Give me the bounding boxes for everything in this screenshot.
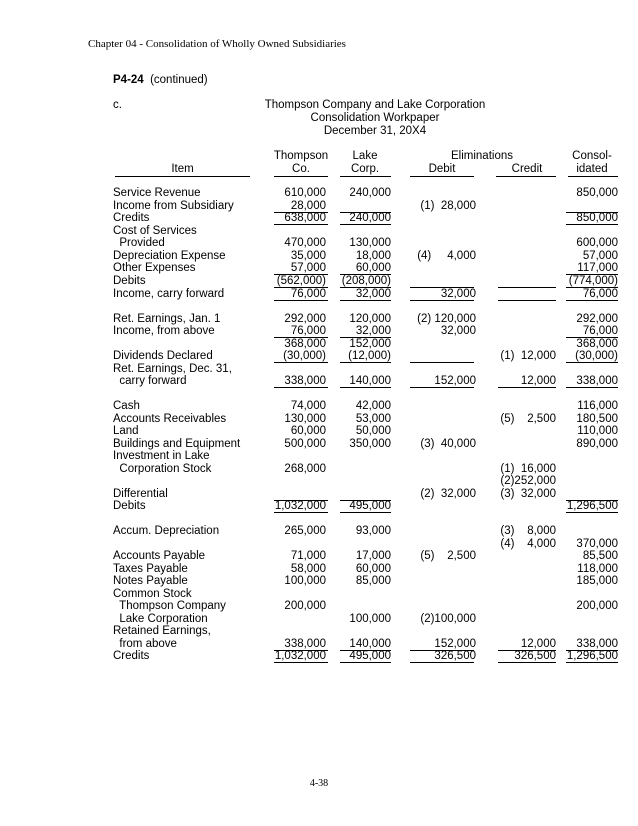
cell-thompson: 60,000 [290,425,326,437]
cell-consolidated: 76,000 [582,325,618,337]
cell-debit: 326,500 [434,650,476,662]
underline-lake [340,662,391,663]
row-label: Debits [113,500,146,512]
cell-consolidated: 76,000 [582,288,618,300]
cell-lake: 100,000 [349,613,391,625]
cell-thompson: 265,000 [284,525,326,537]
cell-consolidated: (30,000) [575,350,618,362]
row-label: Land [113,425,139,437]
cell-debit: (1) 28,000 [420,200,476,212]
col-header-thompson-underline [274,176,328,177]
row-label: Investment in Lake [113,450,210,462]
cell-lake: 130,000 [349,237,391,249]
cell-lake: 240,000 [349,212,391,224]
row-label: Credits [113,212,150,224]
cell-thompson: 638,000 [284,212,326,224]
row-label: Service Revenue [113,187,201,199]
cell-thompson: 338,000 [284,638,326,650]
cell-thompson: 338,000 [284,375,326,387]
cell-lake: 60,000 [355,262,391,274]
underline-lake [340,224,391,225]
part-label: c. [113,99,122,111]
problem-note: (continued) [150,74,208,86]
cell-consolidated: 338,000 [576,638,618,650]
cell-consolidated: 368,000 [576,338,618,350]
underline-thompson [274,387,328,388]
page-number: 4-38 [309,778,329,789]
underline-debit [410,362,474,363]
cell-lake: 140,000 [349,638,391,650]
col-header-debit-underline [410,176,474,177]
cell-thompson: 71,000 [290,550,326,562]
row-label: Credits [113,650,150,662]
row-label: Depreciation Expense [113,250,226,262]
col-header-thompson-1: Thompson [273,150,329,162]
cell-debit: (4) 4,000 [417,250,476,262]
underline-debit [410,300,474,301]
cell-debit: (2)100,000 [420,613,476,625]
cell-consolidated: 185,000 [576,575,618,587]
row-label: Income, carry forward [113,288,225,300]
cell-lake: 152,000 [349,338,391,350]
underline-thompson [274,224,328,225]
cell-thompson: 1,032,000 [274,650,326,662]
cell-thompson: 28,000 [290,200,326,212]
underline-credit [498,287,556,288]
cell-credit: (4) 4,000 [500,538,556,550]
cell-credit: (3) 32,000 [500,488,556,500]
col-header-consolidated-2: idated [576,163,608,175]
col-header-eliminations: Eliminations [451,150,513,162]
underline-lake [340,512,391,513]
col-header-lake-2: Corp. [350,163,380,175]
row-label: Provided [113,237,165,249]
row-label: Common Stock [113,588,192,600]
cell-consolidated: 850,000 [576,212,618,224]
row-label: Debits [113,275,146,287]
row-label: Corporation Stock [113,463,212,475]
cell-thompson: 76,000 [290,288,326,300]
row-label: Cash [113,400,140,412]
cell-lake: 85,000 [355,575,391,587]
cell-credit: (1) 12,000 [500,350,556,362]
underline-thompson [274,362,328,363]
col-header-thompson-2: Co. [292,163,310,175]
row-label: Other Expenses [113,262,196,274]
cell-consolidated: 85,500 [582,550,618,562]
cell-debit: 32,000 [440,288,476,300]
row-label: Ret. Earnings, Jan. 1 [113,313,221,325]
cell-credit: (5) 2,500 [500,413,556,425]
cell-lake: 93,000 [355,525,391,537]
underline-consolidated [566,662,618,663]
row-label: Dividends Declared [113,350,213,362]
cell-debit: 32,000 [440,325,476,337]
cell-consolidated: 338,000 [576,375,618,387]
cell-lake: 240,000 [349,187,391,199]
underline-consolidated [566,387,618,388]
cell-debit: (5) 2,500 [420,550,476,562]
cell-thompson: 500,000 [284,438,326,450]
cell-lake: 495,000 [349,500,391,512]
workpaper-title-company: Thompson Company and Lake Corporation [264,99,486,111]
cell-thompson: 268,000 [284,463,326,475]
cell-consolidated: 600,000 [576,237,618,249]
cell-lake: 140,000 [349,375,391,387]
row-label: Accum. Depreciation [113,525,220,537]
cell-lake: 50,000 [355,425,391,437]
cell-debit: (3) 40,000 [420,438,476,450]
cell-thompson: 35,000 [290,250,326,262]
cell-consolidated: 1,296,500 [566,500,618,512]
row-label: Income, from above [113,325,215,337]
cell-lake: 18,000 [355,250,391,262]
row-label: Thompson Company [113,600,226,612]
cell-credit: 326,500 [514,650,556,662]
cell-thompson: 74,000 [290,400,326,412]
row-label: Accounts Receivables [113,413,227,425]
cell-consolidated: 117,000 [577,262,618,274]
underline-credit [498,300,556,301]
cell-thompson: 610,000 [284,187,326,199]
underline-thompson [274,662,328,663]
row-label: Notes Payable [113,575,188,587]
underline-consolidated [566,300,618,301]
cell-lake: 495,000 [349,650,391,662]
underline-consolidated [566,224,618,225]
cell-consolidated: 116,000 [577,400,618,412]
cell-consolidated: 118,000 [577,563,618,575]
cell-debit: (2) 120,000 [417,313,476,325]
cell-lake: 42,000 [355,400,391,412]
col-header-lake-1: Lake [352,150,378,162]
row-label: from above [113,638,177,650]
chapter-header: Chapter 04 - Consolidation of Wholly Owned Subsidiaries [88,38,346,50]
col-header-credit: Credit [511,163,543,175]
col-header-credit-underline [496,176,556,177]
row-label: Buildings and Equipment [113,438,241,450]
underline-thompson [274,512,328,513]
cell-consolidated: 370,000 [576,538,618,550]
row-label: Ret. Earnings, Dec. 31, [113,363,232,375]
cell-lake: (208,000) [341,275,391,287]
cell-consolidated: 292,000 [576,313,618,325]
col-header-consolidated-1: Consol- [572,150,612,162]
cell-thompson: 130,000 [284,413,326,425]
cell-consolidated: 110,000 [577,425,618,437]
cell-lake: 17,000 [355,550,391,562]
problem-heading [113,74,208,86]
cell-thompson: 368,000 [284,338,326,350]
cell-thompson: 57,000 [290,262,326,274]
col-header-item-underline [115,176,250,177]
cell-lake: 120,000 [349,313,391,325]
underline-lake [340,387,391,388]
cell-thompson: 470,000 [284,237,326,249]
cell-debit: (2) 32,000 [420,488,476,500]
underline-debit [410,387,474,388]
underline-consolidated [566,512,618,513]
cell-consolidated: 57,000 [582,250,618,262]
problem-number: P4-24 [113,74,144,86]
cell-debit: 152,000 [434,375,476,387]
cell-credit: (1) 16,000 [500,463,556,475]
underline-credit [498,662,556,663]
workpaper-title-date: December 31, 20X4 [323,125,427,137]
underline-lake [340,300,391,301]
cell-thompson: 100,000 [284,575,326,587]
cell-lake: 53,000 [355,413,391,425]
underline-credit [498,387,556,388]
cell-thompson: 58,000 [290,563,326,575]
col-header-consolidated-underline [568,176,618,177]
cell-thompson: 200,000 [284,600,326,612]
underline-lake [340,362,391,363]
cell-consolidated: 200,000 [576,600,618,612]
cell-consolidated: 890,000 [576,438,618,450]
cell-thompson: (562,000) [276,275,326,287]
cell-credit: 12,000 [520,638,556,650]
cell-thompson: 76,000 [290,325,326,337]
cell-thompson: (30,000) [283,350,326,362]
row-label: carry forward [113,375,187,387]
cell-consolidated: 850,000 [576,187,618,199]
cell-consolidated: 1,296,500 [566,650,618,662]
row-label: Income from Subsidiary [113,200,234,212]
underline-thompson [274,300,328,301]
cell-lake: (12,000) [348,350,391,362]
workpaper-title-name: Consolidation Workpaper [310,112,440,124]
row-label: Accounts Payable [113,550,206,562]
underline-consolidated [566,362,618,363]
cell-lake: 32,000 [355,288,391,300]
cell-consolidated: 180,500 [576,413,618,425]
cell-lake: 350,000 [349,438,391,450]
cell-credit: (3) 8,000 [500,525,556,537]
cell-thompson: 1,032,000 [274,500,326,512]
row-label: Lake Corporation [113,613,208,625]
cell-consolidated: (774,000) [568,275,618,287]
cell-thompson: 292,000 [284,313,326,325]
cell-debit: 152,000 [434,638,476,650]
row-label: Cost of Services [113,225,197,237]
cell-lake: 32,000 [355,325,391,337]
underline-debit [410,662,474,663]
cell-credit: 12,000 [520,375,556,387]
col-header-item: Item [171,163,194,175]
col-header-debit: Debit [428,163,456,175]
row-label: Taxes Payable [113,563,188,575]
row-label: Retained Earnings, [113,625,211,637]
cell-credit: (2)252,000 [500,475,556,487]
col-header-lake-underline [340,176,391,177]
row-label: Differential [113,488,168,500]
cell-lake: 60,000 [355,563,391,575]
